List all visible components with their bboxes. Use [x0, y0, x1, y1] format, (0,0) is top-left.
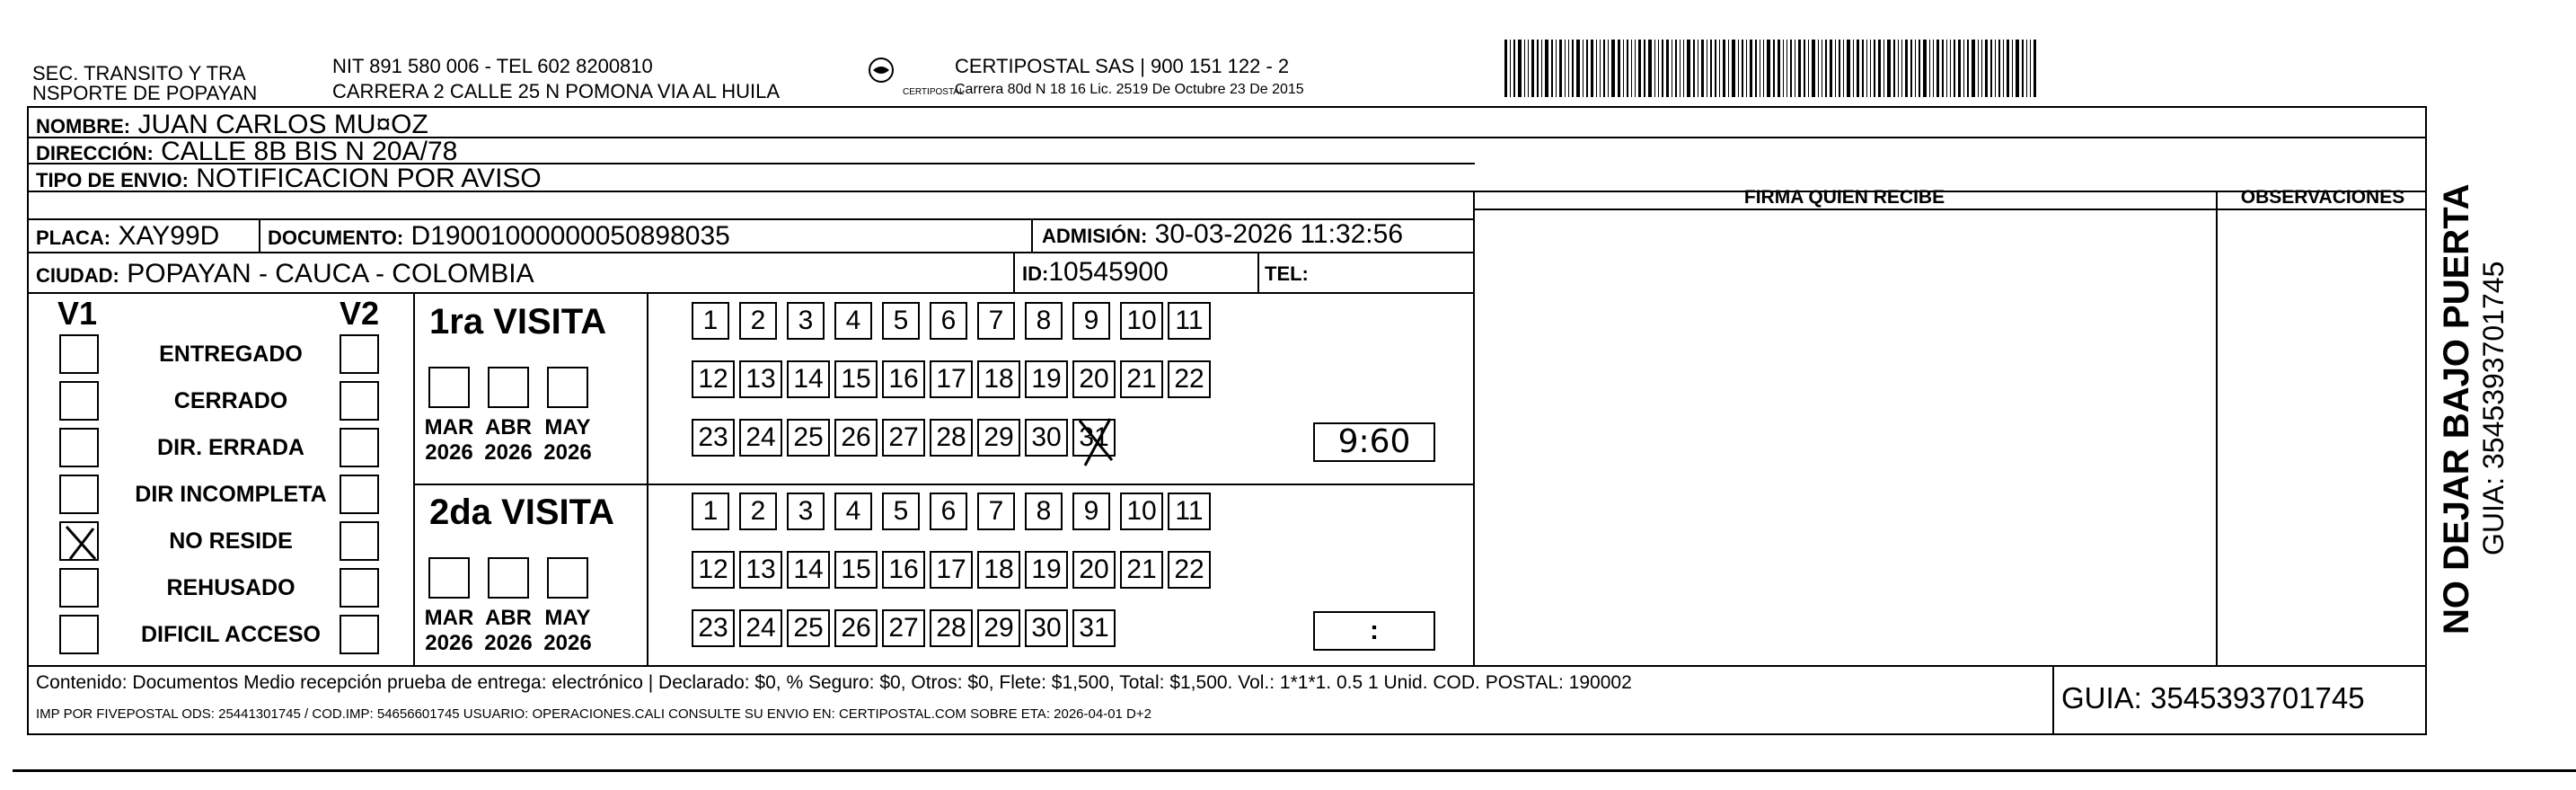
- barcode-bar: [1853, 40, 1854, 97]
- barcode-bar: [1710, 40, 1712, 97]
- barcode-bar: [1808, 40, 1809, 97]
- barcode-bar: [1778, 40, 1780, 97]
- barcode-bar: [1981, 40, 1982, 97]
- barcode-bar: [1545, 40, 1548, 97]
- barcode-bar: [1978, 40, 1979, 97]
- barcode-bar: [1995, 40, 1996, 97]
- day-box[interactable]: 17: [930, 360, 973, 398]
- month-label: ABR: [485, 606, 532, 630]
- day-box[interactable]: 1: [692, 493, 729, 530]
- day-box[interactable]: 3: [787, 302, 825, 340]
- day-box[interactable]: 14: [787, 360, 830, 398]
- day-box[interactable]: 15: [834, 551, 878, 589]
- barcode-bar: [1933, 40, 1934, 97]
- barcode-bar: [1513, 40, 1515, 97]
- day-box[interactable]: 25: [787, 419, 830, 457]
- barcode-bar: [2030, 40, 2031, 97]
- barcode-bar: [1942, 40, 1944, 97]
- guia-footer: GUIA: 3545393701745: [2061, 681, 2365, 715]
- month-checkbox[interactable]: [547, 557, 588, 599]
- day-box[interactable]: 20: [1072, 360, 1116, 398]
- barcode-bar: [2012, 40, 2013, 97]
- barcode-bar: [1572, 40, 1574, 97]
- barcode-bar: [1923, 40, 1927, 97]
- first-visit-title: 1ra VISITA: [429, 302, 607, 342]
- nombre-value: JUAN CARLOS MU¤OZ: [137, 110, 428, 139]
- barcode-bar: [1750, 40, 1752, 97]
- barcode-bar: [1905, 40, 1908, 97]
- barcode-bar: [1732, 40, 1735, 97]
- barcode-bar: [1618, 40, 1620, 97]
- tipo-envio-value: NOTIFICACION POR AVISO: [196, 164, 542, 193]
- barcode-bar: [1767, 40, 1770, 97]
- barcode-bar: [2016, 40, 2019, 97]
- admision-field: ADMISIÓN: 30-03-2026 11:32:56: [1042, 219, 1404, 249]
- day-box[interactable]: 19: [1025, 551, 1068, 589]
- barcode-bar: [1586, 40, 1588, 97]
- side-guia: GUIA: 3545393701745: [2477, 261, 2510, 555]
- barcode-bar: [1723, 40, 1725, 97]
- day-box[interactable]: 29: [977, 609, 1020, 647]
- day-box[interactable]: 7: [977, 493, 1015, 530]
- day-box[interactable]: 26: [834, 419, 878, 457]
- day-box[interactable]: 21: [1120, 360, 1163, 398]
- reason-label: DIFICIL ACCESO: [140, 622, 321, 647]
- v2-checkbox[interactable]: [340, 521, 379, 561]
- v2-checkbox[interactable]: [340, 381, 379, 421]
- day-box[interactable]: 23: [692, 419, 735, 457]
- year-label: 2026: [484, 440, 533, 465]
- day-box[interactable]: 13: [739, 551, 782, 589]
- observaciones-header: OBSERVACIONES: [2240, 187, 2405, 208]
- barcode-bar: [1738, 40, 1739, 97]
- barcode-bar: [1635, 40, 1636, 97]
- day-box[interactable]: 4: [834, 302, 872, 340]
- barcode-bar: [1929, 40, 1930, 97]
- day-box[interactable]: 18: [977, 551, 1020, 589]
- day-box[interactable]: 7: [977, 302, 1015, 340]
- month-checkbox[interactable]: [428, 557, 470, 599]
- day-box[interactable]: 26: [834, 609, 878, 647]
- barcode-bar: [1701, 40, 1704, 97]
- barcode-bar: [1786, 40, 1787, 97]
- day-box[interactable]: 19: [1025, 360, 1068, 398]
- v1-checkbox[interactable]: [59, 428, 99, 467]
- license-line: Carrera 80d N 18 16 Lic. 2519 De Octubre 23 De 2015: [955, 82, 1304, 97]
- barcode-bar: [1946, 40, 1947, 97]
- barcode-bar: [1862, 40, 1864, 97]
- barcode-bar: [1541, 40, 1542, 97]
- barcode-bar: [1611, 40, 1615, 97]
- day-box[interactable]: 8: [1025, 302, 1063, 340]
- barcode-bar: [1603, 40, 1605, 97]
- barcode-bar: [1504, 40, 1507, 97]
- certipostal-logo: [860, 54, 902, 95]
- placa-value: XAY99D: [118, 221, 220, 251]
- barcode-bar: [1644, 40, 1645, 97]
- firma-header: FIRMA QUIEN RECIBE: [1743, 187, 1945, 208]
- barcode-bar: [1683, 40, 1684, 97]
- barcode-bar: [1954, 40, 1955, 97]
- day-box[interactable]: 24: [739, 609, 782, 647]
- barcode-bar: [1967, 40, 1969, 97]
- barcode-bar: [1915, 40, 1916, 97]
- barcode-bar: [1687, 40, 1690, 97]
- nit-line: NIT 891 580 006 - TEL 602 8200810: [332, 55, 653, 77]
- barcode-bar: [1627, 40, 1628, 97]
- day-box[interactable]: 2: [739, 302, 777, 340]
- day-box[interactable]: 3: [787, 493, 825, 530]
- barcode-bar: [1898, 40, 1899, 97]
- barcode-bar: [1693, 40, 1695, 97]
- month-label: MAY: [544, 606, 591, 630]
- day-box[interactable]: 5: [882, 493, 920, 530]
- contenido-line: Contenido: Documentos Medio recepción prueba de entrega: electrónico | Declarado: $0, % Seguro: $0, Otros: $0, Flete: $1,500, Total: $1,500. Vol.: 1*1*1. 0.5 1 Unid. COD. POSTAL: 190002: [36, 672, 1632, 693]
- barcode-bar: [1887, 40, 1891, 97]
- barcode-bar: [2003, 40, 2004, 97]
- barcode-bar: [1528, 40, 1529, 97]
- month-checkbox[interactable]: [428, 367, 470, 408]
- day-box[interactable]: 1: [692, 302, 729, 340]
- day-box[interactable]: 12: [692, 551, 735, 589]
- barcode-bar: [1666, 40, 1669, 97]
- id-field: ID:10545900: [1022, 257, 1169, 287]
- barcode-bar: [1804, 40, 1805, 97]
- barcode-bar: [1866, 40, 1867, 97]
- barcode-bar: [1963, 40, 1964, 97]
- barcode-bar: [1568, 40, 1569, 97]
- day-box[interactable]: 5: [882, 302, 920, 340]
- v2-checkbox[interactable]: [340, 615, 379, 654]
- year-label: 2026: [543, 440, 592, 465]
- barcode-bar: [1985, 40, 1988, 97]
- day-box[interactable]: 28: [930, 419, 973, 457]
- v1-checkbox[interactable]: [59, 475, 99, 514]
- first-visit-time[interactable]: 9:60: [1313, 422, 1435, 462]
- day-box[interactable]: 6: [930, 302, 967, 340]
- barcode-bar: [1648, 40, 1652, 97]
- month-checkbox[interactable]: [547, 367, 588, 408]
- day-box[interactable]: 20: [1072, 551, 1116, 589]
- day-box[interactable]: 9: [1072, 302, 1110, 340]
- barcode-bar: [1675, 40, 1677, 97]
- barcode-bar: [1843, 40, 1844, 97]
- barcode-bar: [1591, 40, 1593, 97]
- v2-checkbox[interactable]: [340, 568, 379, 608]
- day-box[interactable]: 28: [930, 609, 973, 647]
- day-box[interactable]: 9: [1072, 493, 1110, 530]
- barcode-bar: [1680, 40, 1681, 97]
- year-label: 2026: [484, 631, 533, 655]
- month-label: ABR: [485, 415, 532, 439]
- day-box[interactable]: 21: [1120, 551, 1163, 589]
- barcode-bar: [1551, 40, 1553, 97]
- reason-label: DIR INCOMPLETA: [135, 482, 327, 507]
- id-value: 10545900: [1048, 257, 1169, 287]
- v1-checkbox[interactable]: [59, 334, 99, 374]
- reason-label: NO RESIDE: [169, 528, 293, 554]
- barcode-bar: [2022, 40, 2024, 97]
- year-label: 2026: [543, 631, 592, 655]
- day-box[interactable]: 30: [1025, 609, 1068, 647]
- direccion-field: DIRECCIÓN: CALLE 8B BIS N 20A/78: [36, 137, 458, 166]
- month-label: MAR: [424, 606, 474, 630]
- barcode-bar: [1893, 40, 1895, 97]
- day-box[interactable]: 11: [1168, 302, 1211, 340]
- barcode-bar: [1565, 40, 1566, 97]
- barcode-bar: [1835, 40, 1836, 97]
- day-box[interactable]: 10: [1120, 493, 1163, 530]
- barcode-bar: [1825, 40, 1827, 97]
- barcode-bar: [1878, 40, 1881, 97]
- day-box[interactable]: 27: [882, 419, 925, 457]
- barcode-bar: [1958, 40, 1961, 97]
- barcode-bar: [1654, 40, 1655, 97]
- day-box[interactable]: 8: [1025, 493, 1063, 530]
- v1-checkbox[interactable]: [59, 381, 99, 421]
- admision-value: 30-03-2026 11:32:56: [1154, 219, 1404, 249]
- day-box[interactable]: 15: [834, 360, 878, 398]
- barcode-bar: [1972, 40, 1975, 97]
- barcode-bar: [1518, 40, 1522, 97]
- year-label: 2026: [425, 631, 473, 655]
- barcode-bar: [1531, 40, 1534, 97]
- nombre-field: NOMBRE: JUAN CARLOS MU¤OZ: [36, 110, 428, 139]
- barcode-bar: [1950, 40, 1951, 97]
- second-visit-time[interactable]: :: [1313, 611, 1435, 651]
- barcode-bar: [1798, 40, 1801, 97]
- barcode-bar: [1990, 40, 1992, 97]
- reason-label: CERRADO: [173, 388, 288, 413]
- barcode-bar: [1812, 40, 1815, 97]
- logo-text: CERTIPOSTAL: [903, 87, 965, 97]
- barcode-bar: [1790, 40, 1792, 97]
- barcode-bar: [1583, 40, 1584, 97]
- tel-field: TEL:: [1265, 262, 1309, 285]
- barcode-bar: [1537, 40, 1539, 97]
- barcode-bar: [1510, 40, 1511, 97]
- day-box[interactable]: 10: [1120, 302, 1163, 340]
- v2-checkbox[interactable]: [340, 428, 379, 467]
- day-box[interactable]: [1072, 419, 1116, 457]
- barcode-bar: [1847, 40, 1850, 97]
- day-box[interactable]: 2: [739, 493, 777, 530]
- barcode-bar: [1998, 40, 2000, 97]
- barcode-bar: [1901, 40, 1902, 97]
- barcode-bar: [1719, 40, 1720, 97]
- day-box[interactable]: 31: [1072, 609, 1116, 647]
- barcode-bar: [1576, 40, 1580, 97]
- year-label: 2026: [425, 440, 473, 465]
- barcode-bar: [1596, 40, 1597, 97]
- barcode-bar: [1783, 40, 1784, 97]
- barcode-bar: [1763, 40, 1764, 97]
- barcode-bar: [1638, 40, 1641, 97]
- v1-label: V1: [57, 295, 98, 332]
- barcode-bar: [1728, 40, 1729, 97]
- reason-label: DIR. ERRADA: [157, 435, 304, 460]
- barcode-bar: [1631, 40, 1632, 97]
- documento-field: DOCUMENTO: D19001000000050898035: [268, 221, 730, 251]
- barcode-bar: [1623, 40, 1624, 97]
- day-box[interactable]: 4: [834, 493, 872, 530]
- day-box[interactable]: 12: [692, 360, 735, 398]
- barcode-bar: [1857, 40, 1859, 97]
- v2-label: V2: [340, 295, 380, 332]
- office-line-1: SEC. TRANSITO Y TRA: [32, 62, 246, 84]
- day-box[interactable]: 16: [882, 551, 925, 589]
- barcode-bar: [1524, 40, 1525, 97]
- barcode-bar: [1883, 40, 1884, 97]
- barcode-bar: [1556, 40, 1557, 97]
- barcode-bar: [1919, 40, 1920, 97]
- barcode-bar: [1874, 40, 1875, 97]
- office-line-2: NSPORTE DE POPAYAN: [32, 82, 258, 104]
- tipo-envio-field: TIPO DE ENVIO: NOTIFICACION POR AVISO: [36, 164, 542, 193]
- barcode-bar: [1839, 40, 1840, 97]
- day-box[interactable]: 24: [739, 419, 782, 457]
- day-box[interactable]: 27: [882, 609, 925, 647]
- barcode-bar: [1662, 40, 1663, 97]
- barcode-bar: [2026, 40, 2027, 97]
- day-box[interactable]: 25: [787, 609, 830, 647]
- month-label: MAR: [424, 415, 474, 439]
- barcode-bar: [1742, 40, 1743, 97]
- barcode-bar: [2033, 40, 2036, 97]
- barcode-bar: [1715, 40, 1716, 97]
- day-box[interactable]: 16: [882, 360, 925, 398]
- day-box[interactable]: 18: [977, 360, 1020, 398]
- barcode-bar: [1773, 40, 1775, 97]
- reason-label: ENTREGADO: [159, 342, 303, 367]
- day-number: 31: [1079, 422, 1109, 452]
- barcode-bar: [1910, 40, 1912, 97]
- day-box[interactable]: 6: [930, 493, 967, 530]
- second-visit-title: 2da VISITA: [429, 493, 614, 532]
- barcode-bar: [1600, 40, 1601, 97]
- barcode-bar: [1830, 40, 1832, 97]
- day-box[interactable]: 22: [1168, 551, 1211, 589]
- day-box[interactable]: 22: [1168, 360, 1211, 398]
- imp-line: IMP POR FIVEPOSTAL ODS: 25441301745 / COD.IMP: 54656601745 USUARIO: OPERACIONES.CALI CONSULTE SU ENVIO EN: CERTIPOSTAL.COM SOBRE ETA: 2026-04-01 D+2: [36, 706, 1151, 722]
- day-box[interactable]: 14: [787, 551, 830, 589]
- bottom-rule: [13, 769, 2576, 772]
- v1-checkbox[interactable]: [59, 521, 99, 561]
- month-label: MAY: [544, 415, 591, 439]
- barcode-bar: [1936, 40, 1939, 97]
- barcode-bar: [1658, 40, 1659, 97]
- barcode: [1504, 40, 2250, 97]
- placa-field: PLACA: XAY99D: [36, 221, 220, 251]
- direccion-value: CALLE 8B BIS N 20A/78: [161, 137, 458, 166]
- day-box[interactable]: 23: [692, 609, 735, 647]
- barcode-bar: [1559, 40, 1562, 97]
- barcode-bar: [1870, 40, 1871, 97]
- documento-value: D19001000000050898035: [410, 221, 730, 251]
- ciudad-value: POPAYAN - CAUCA - COLOMBIA: [127, 259, 534, 288]
- day-box[interactable]: 13: [739, 360, 782, 398]
- barcode-bar: [1755, 40, 1757, 97]
- month-checkbox[interactable]: [488, 367, 529, 408]
- address-line: CARRERA 2 CALLE 25 N POMONA VIA AL HUILA: [332, 80, 781, 102]
- v1-checkbox[interactable]: [59, 568, 99, 608]
- no-dejar-warning: NO DEJAR BAJO PUERTA: [2437, 183, 2476, 635]
- month-checkbox[interactable]: [488, 557, 529, 599]
- day-box[interactable]: 11: [1168, 493, 1211, 530]
- v1-checkbox[interactable]: [59, 615, 99, 654]
- barcode-bar: [2007, 40, 2009, 97]
- barcode-bar: [1746, 40, 1747, 97]
- v2-checkbox[interactable]: [340, 334, 379, 374]
- reason-label: REHUSADO: [166, 575, 296, 600]
- v2-checkbox[interactable]: [340, 475, 379, 514]
- barcode-bar: [1818, 40, 1819, 97]
- barcode-bar: [1608, 40, 1609, 97]
- day-box[interactable]: 30: [1025, 419, 1068, 457]
- day-box[interactable]: 17: [930, 551, 973, 589]
- courier-line: CERTIPOSTAL SAS | 900 151 122 - 2: [955, 55, 1290, 77]
- ciudad-field: CIUDAD: POPAYAN - CAUCA - COLOMBIA: [36, 259, 534, 288]
- day-box[interactable]: 29: [977, 419, 1020, 457]
